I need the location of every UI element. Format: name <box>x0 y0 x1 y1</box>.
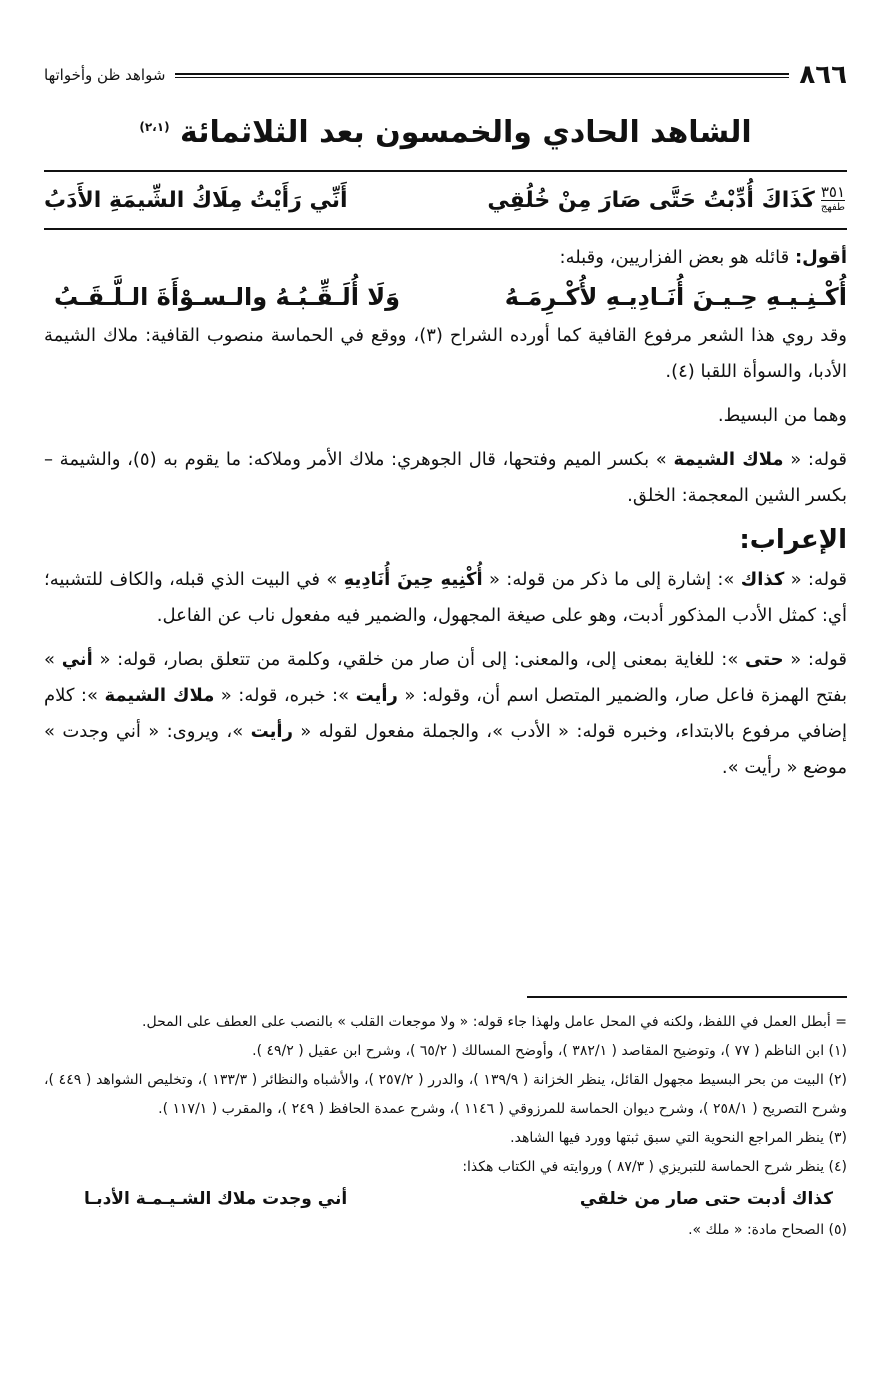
paragraph-vocabulary <box>44 442 847 514</box>
preceding-verse-first: أُكْـنِـيـهِ حِـيـنَ أُنَـادِيـهِ لأُكْـرِمَـهُ <box>504 283 847 311</box>
keyword: أني <box>61 649 93 670</box>
page-number: ٨٦٦ <box>799 60 847 90</box>
verse-number <box>820 183 845 214</box>
footnote-4-verse-second: أني وجدت ملاك الشـيـمـة الأدبـا <box>84 1189 348 1209</box>
text-run: »: للغاية بمعنى إلى، والمعنى: إلى أن صار من خلقي، وكلمة من تتعلق بصار، قوله: « <box>92 649 746 670</box>
section-title-text: الشاهد الحادي والخمسون بعد الثلاثمائة <box>180 115 752 150</box>
running-title: شواهد ظن وأخواتها <box>44 66 166 84</box>
verse-second-hemistich: أَنِّي رَأَيْتُ مِلَاكُ الشِّيمَةِ الأَدَبُ <box>44 187 348 213</box>
preceding-verse <box>44 276 847 318</box>
footnote-separator <box>527 996 847 998</box>
keyword: ملاك الشيمة <box>104 685 215 706</box>
text-run: » في البيت الذي قبله، والكاف للتشبيه؛ أي: كمثل الأدب المذكور أدبت، وهو على صيغة المجهول، والضمير فيه مفعول ناب عن الفاعل. <box>44 569 847 626</box>
footnotes <box>44 1008 847 1245</box>
paragraph-meter: وهما من البسيط. <box>717 405 847 426</box>
text-run: »: كلام إضافي مرفوع بالابتداء، وخبره قوله: « الأدب »، والجملة مفعول لقوله « <box>44 685 847 742</box>
intro-text: قائله هو بعض الفزاريين، وقبله: <box>559 247 795 268</box>
text-run: قوله: « <box>783 449 848 470</box>
footnote-4-verse <box>44 1182 847 1216</box>
footnote-3: (٣) ينظر المراجع النحوية التي سبق ثبتها وورد فيها الشاهد. <box>510 1130 847 1146</box>
footnote-4-verse-first: كذاك أدبت حتى صار من خلقي <box>579 1189 833 1209</box>
footnote-continuation: = أبطل العمل في اللفظ، ولكنه في المحل عامل ولهذا جاء قوله: « ولا موجعات القلب » بالنصب على العطف على المحل. <box>142 1014 847 1030</box>
text-run: » بكسر الميم وفتحها، قال الجوهري: ملاك الأمر وملاكه: ما يقوم به (٥)، والشيمة – بكسر الشين المعجمة: الخلق. <box>44 449 847 506</box>
keyword: ملاك الشيمة <box>673 449 784 470</box>
text-run: »: إشارة إلى ما ذكر من قوله: « <box>482 569 741 590</box>
section-title <box>40 115 851 150</box>
title-footnote-ref: (٢،١) <box>139 120 170 134</box>
footnote-1: (١) ابن الناظم ( ٧٧ )، وتوضيح المقاصد ( ٣٨٢/١ )، وأوضح المسالك ( ٦٥/٢ )، وشرح ابن عقيل ( ٤٩/٢ ). <box>252 1043 847 1059</box>
keyword-aqul: أقول: <box>794 247 847 268</box>
keyword: كذاك <box>740 569 785 590</box>
header-rule <box>175 73 789 78</box>
text-run: »، ويروى: « أني وجدت » موضع « رأيت ». <box>44 721 847 778</box>
verse-tag: طفهج <box>820 202 845 213</box>
text-run: »: خبره، قوله: « <box>214 685 356 706</box>
keyword: حتى <box>745 649 784 670</box>
body-text <box>44 240 847 786</box>
footnote-5: (٥) الصحاح مادة: « ملك ». <box>688 1222 847 1238</box>
keyword: أُكْنِيهِ حِينَ أُنَادِيهِ <box>343 569 483 590</box>
verse-first-hemistich: كَذَاكَ أُدِّبْتُ حَتَّى صَارَ مِنْ خُلُقِي <box>487 187 815 213</box>
running-header <box>44 58 847 92</box>
keyword: رأيت <box>355 685 398 706</box>
footnote-2: (٢) البيت من بحر البسيط مجهول القائل، ينظر الخزانة ( ١٣٩/٩ )، والدرر ( ٢٥٧/٢ )، والأشباه والنظائر ( ١٣٣/٣ )، وتخليص الشواهد ( ٤٤٩ )، وشرح التصريح ( ٢٥٨/١ )، وشرح ديوان الحماسة للمرزوقي ( ١١٤٦ )، وشرح عمدة الحافظ ( ٢٤٩ )، والمقرب ( ١١٧/١ ). <box>44 1072 847 1117</box>
keyword: رأيت <box>250 721 293 742</box>
text-run: » بفتح الهمزة فاعل صار، والضمير المتصل اسم أن، وقوله: « <box>44 649 848 706</box>
paragraph-rhyme: وقد روي هذا الشعر مرفوع القافية كما أورده الشراح (٣)، ووقع في الحماسة منصوب القافية: ملاك الشيمة الأدبا، والسوأة اللقبا (٤). <box>44 325 847 382</box>
verse-number-value: ٣٥١ <box>820 183 845 201</box>
section-heading-irab: الإعراب: <box>739 525 847 555</box>
footnote-4: (٤) ينظر شرح الحماسة للتبريزي ( ٨٧/٣ ) وروايته في الكتاب هكذا: <box>462 1159 847 1175</box>
text-run: قوله: « <box>783 649 848 670</box>
paragraph-intro <box>44 240 847 276</box>
verse-box <box>44 170 847 230</box>
preceding-verse-second: وَلَا أُلَـقِّـبُـهُ والـسـوْأَةَ الـلَّـقَـبُ <box>54 283 401 311</box>
paragraph-irab-1 <box>44 562 847 634</box>
paragraph-irab-2 <box>44 642 847 786</box>
text-run: قوله: « <box>784 569 848 590</box>
